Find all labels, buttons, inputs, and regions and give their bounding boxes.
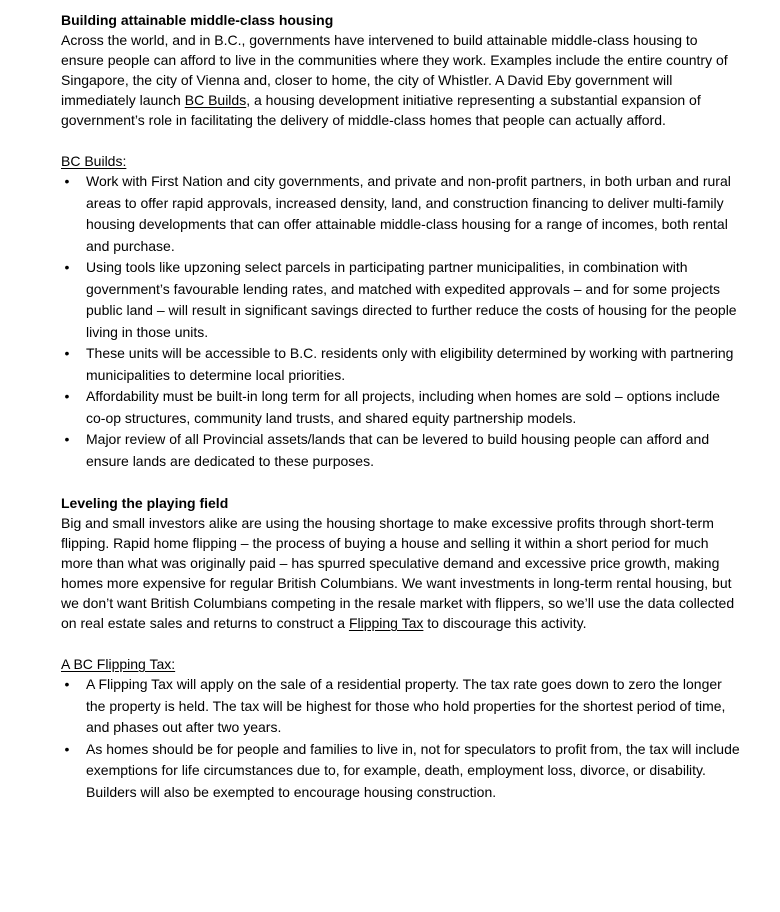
section-building-housing (61, 10, 740, 472)
list-item (61, 171, 740, 257)
bullet-icon: • (64, 676, 70, 692)
list-item-text: Work with First Nation and city governments, and private and non-profit partners, in both urban and rural areas to offer rapid approvals, increased density, land, and construction financing to deliver multi-family housing developments that can offer attainable middle-class housing for a range of incomes, both rental and purchase. (86, 173, 731, 254)
spacer (61, 130, 740, 151)
list-item-text: These units will be accessible to B.C. residents only with eligibility determined by working with partnering municipalities to determine local priorities. (86, 345, 734, 383)
list-item-text: Affordability must be built-in long term for all projects, including when homes are sold – options include co-op structures, community land trusts, and shared equity partnership models. (86, 388, 720, 426)
bullet-icon: • (64, 259, 70, 275)
section-leveling-field (61, 493, 740, 803)
bullet-list (61, 674, 740, 803)
list-item-text: Major review of all Provincial assets/lands that can be levered to build housing people can afford and ensure lands are dedicated to these purposes. (86, 431, 710, 469)
bullet-icon: • (64, 431, 70, 447)
flipping-tax-link[interactable]: Flipping Tax (348, 615, 424, 631)
section-paragraph (61, 30, 740, 130)
paragraph-text: , a housing development initiative representing a substantial expansion of government’s role in facilitating the delivery of middle-class homes that people can actually afford. (61, 92, 701, 128)
paragraph-text: Big and small investors alike are using the housing shortage to make excessive profits through short-term flipping. Rapid home flipping – the process of buying a house and selling it within a short period for much more than what was originally paid – has spurred speculative demand and excessive price growth, making homes more expensive for regular British Columbians. We want investments in long-term rental housing, but we don’t want British Columbians competing in the resale market with flippers, so we’ll use the data collected on real estate sales and returns to construct a (61, 515, 735, 631)
subsection-label: A BC Flipping Tax: (61, 656, 176, 672)
spacer (61, 633, 740, 654)
list-item (61, 739, 740, 804)
section-heading: Leveling the playing field (61, 495, 229, 511)
bullet-icon: • (64, 345, 70, 361)
bullet-list (61, 171, 740, 472)
list-item (61, 257, 740, 343)
spacer (61, 472, 740, 493)
list-item-text: Using tools like upzoning select parcels in participating partner municipalities, in combination with government’s favourable lending rates, and matched with expedited approvals – and for some projects public land – will result in significant savings directed to further reduce the costs of housing for the people living in those units. (86, 259, 737, 340)
list-item (61, 386, 740, 429)
list-item-text: As homes should be for people and families to live in, not for speculators to profit from, the tax will include exemptions for life circumstances due to, for example, death, employment loss, divorce, or disability. Builders will also be exempted to encourage housing construction. (86, 740, 740, 800)
bullet-icon: • (64, 388, 70, 404)
section-heading: Building attainable middle-class housing (61, 12, 334, 28)
list-item (61, 343, 740, 386)
list-item-text: A Flipping Tax will apply on the sale of a residential property. The tax rate goes down to zero the longer the property is held. The tax will be highest for those who hold properties for the shortest period of time, and phases out after two years. (86, 676, 726, 735)
subsection-label: BC Builds: (61, 153, 127, 169)
list-item (61, 674, 740, 739)
bc-builds-link[interactable]: BC Builds (184, 92, 247, 108)
bullet-icon: • (64, 173, 70, 189)
section-paragraph (61, 513, 740, 633)
paragraph-text: Across the world, and in B.C., governments have intervened to build attainable middle-class housing to ensure people can afford to live in the communities where they work. Examples include the entire country of Singapore, the city of Vienna and, closer to home, the city of Whistler. A David Eby government will immediately launch (61, 32, 728, 108)
list-item (61, 429, 740, 472)
paragraph-text: to discourage this activity. (423, 615, 587, 631)
bullet-icon: • (64, 740, 70, 757)
